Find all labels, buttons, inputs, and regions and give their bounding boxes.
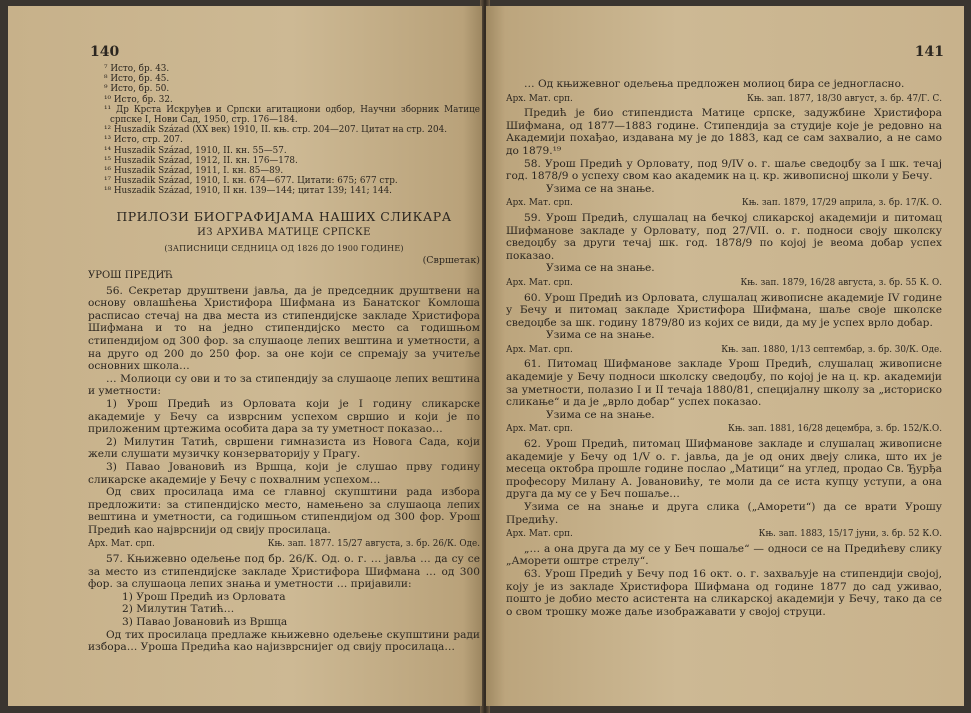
footnote: ¹⁷ Huszadik Század, 1910, I. кн. 674—677. Цитати: 675; 677 стр. — [104, 176, 398, 187]
footnote: ¹⁶ Huszadik Század, 1911, I. кн. 85—89. — [104, 166, 284, 177]
archive-reference: Арх. Мат. срп. Књ. зап. 1881, 16/28 децембра, з. бр. 152/К.О. — [506, 424, 942, 435]
paragraph-note: Предић је био стипендиста Матице српске, задужбине Христифора Шифмана, од 1877—1883 године. Стипендија за студије које је редовно на Академији похађао, издавана му је до 1883, кад се сам захвалио, а не само до 1879.¹⁹ — [506, 107, 942, 157]
decision-62: Узима се на знање и друга слика („Аморети“) да се врати Урошу Предићу. — [506, 501, 942, 526]
article-title: ПРИЛОЗИ БИОГРАФИЈАМА НАШИХ СЛИКАРА — [116, 208, 452, 224]
footnote: ¹³ Исто, стр. 207. — [104, 135, 183, 146]
footnote: ⁹ Исто, бр. 50. — [104, 84, 170, 95]
footnote: ¹⁸ Huszadik Század, 1910, II кн. 139—144; цитат 139; 141; 144. — [104, 186, 392, 197]
footnote: ¹⁵ Huszadik Század, 1912, II. кн. 176—178. — [104, 155, 298, 166]
list-item: 2) Милутин Татић… — [122, 603, 235, 616]
archive-reference: Арх. Мат. срп. Књ. зап. 1877. 15/27 августа, з. бр. 26/К. Оде. — [88, 539, 480, 550]
footnote: ¹¹ Др Крста Искруђев и Српски агитациони одбор, Научни зборник Матице српске I, Нови Сад, 1950, стр. 176—184. — [104, 104, 480, 126]
decision-59: Узима се на знање. — [546, 262, 655, 275]
right-column — [506, 78, 942, 618]
left-column — [88, 64, 480, 654]
continued-label: (Свршетак) — [422, 255, 480, 267]
paragraph-62: 62. Урош Предић, питомац Шифмановe закладе и слушалац живописне академије у Бечу од 1/V о. г. јавља, да је од оних двеју слика, што их је месеца октобра прошле године послао „Матици“ на углед, продао Св. Ђурђа професору Милану А. Јовановићу, те моли да се иста купцу уступи, а она друга да му се у Беч пошаље… — [506, 438, 942, 501]
list-item: 1) Урош Предић из Орловата — [122, 590, 286, 603]
paragraph-56c: Од свих просилаца има се главној скупштини рада избора предложити: за стипендијско место, намењено за слушаоца лепих вештина и уметности, са годишњом стипендијом од 300 фор. Урош Предић као најврснији од свију просилаца. — [88, 486, 480, 536]
archive-reference: Арх. Мат. срп. Књ. зап. 1877, 18/30 август, з. бр. 47/Г. С. — [506, 93, 942, 104]
section-heading: УРОШ ПРЕДИЋ — [88, 270, 174, 282]
paragraph-57: 57. Књижевно одељење под бр. 26/К. Од. о. г. … јавља … да су се за место из стипендијске закладе Христифора Шифмана … од 300 фор. за слушаоца лепих знања и уметности … пријавили: — [88, 553, 480, 591]
right-page — [486, 6, 964, 706]
list-item: 3) Павао Јовановић из Вршца — [122, 616, 288, 629]
footnote: ¹⁰ Исто, бр. 32. — [104, 94, 173, 105]
page-number-right: 141 — [914, 44, 944, 60]
left-page — [8, 6, 482, 706]
list-item: 1) Урош Предић из Орловата који је I годину сликарске академије у Бечу са изврсним успехом свршио и који је по приложеним цртежима особита дара за ту уметност показао… — [88, 397, 480, 436]
footnote: ¹² Huszadik Század (XX век) 1910, II. књ. стр. 204—207. Цитат на стр. 204. — [104, 125, 447, 136]
paragraph-59: 59. Урош Предић, слушалац на бечкој сликарској академији и питомац Шифмановe закладе у Орловату, под 27/VII. о. г. подноси своју школску сведоџбу за други течај шк. год. 1878/9 по којој је веома добар успех показао. — [506, 211, 942, 262]
archive-reference: Арх. Мат. срп. Књ. зап. 1880, 1/13 септембар, з. бр. 30/К. Оде. — [506, 344, 942, 355]
archive-reference: Арх. Мат. срп. Књ. зап. 1879, 16/28 августа, з. бр. 55 К. О. — [506, 277, 942, 288]
footnotes — [88, 64, 480, 197]
list-item: 2) Милутин Татић, свршени гимназиста из Новога Сада, који жели слушати музичку конзерваторију у Прагу. — [88, 435, 480, 461]
paragraph-56b: … Молиоци су ови и то за стипендију за слушаоце лепих вештина и уметности: — [88, 372, 480, 398]
decision-58: Узима се на знање. — [546, 182, 655, 195]
paragraph-58: 58. Урош Предић у Орловату, под 9/IV о. г. шаље сведоџбу за I шк. течај год. 1878/9 о успеху свом као академик на ц. кр. живописној школи у Бечу. — [506, 157, 942, 183]
article-subtitle-dates: (ЗАПИСНИЦИ СЕДНИЦА ОД 1826 ДО 1900 ГОДИНЕ) — [164, 243, 404, 253]
paragraph-61: 61. Питомац Шифмановe закладе Урош Предић, слушалац живописне академије у Бечу подноси школску сведоџбу, по којој је на ц. кр. академији за уметности, полазио I и II течаја 1880/81, специјалну школу за „историско сликање“ и да је „врло добар“ успех показао. — [506, 358, 942, 409]
paragraph-63: 63. Урош Предић у Бечу под 16 окт. о. г. захваљује на стипендији својој, коју је из закладе Христифора Шифмана од године 1877 до сад уживао, пошто је добио место асистента на сликарској академији у Бечу, тако да се о свом трошку може даље изображавати у својој струци. — [506, 567, 942, 618]
footnote: ⁷ Исто, бр. 43. — [104, 64, 170, 74]
paragraph-62b: „… а она друга да му се у Беч пошаље“ — односи се на Предићеву слику „Аморети оштре стрелу“. — [506, 542, 942, 568]
footnote: ⁸ Исто, бр. 45. — [104, 74, 170, 85]
decision-60: Узима се на знање. — [546, 329, 655, 342]
list-item: 3) Павао Јовановић из Вршца, који је слушао прву годину сликарске академије у Бечу с похвалним успехом… — [88, 460, 480, 486]
paragraph-56: 56. Секретар друштвени јавља, да је председник друштвени на основу овлашћења Христифора Шифмана из Банатског Комлоша расписао стечај на два места из стипендијске закладе Христифора Шифмана и то на једно стипендијско место са годишњом стипендијом од 300 фор. за слушаоце лепих вештина и уметности, а на друго од 200 до 250 фор. за оне који се спремају за учитеље основних школа… — [88, 284, 480, 373]
page-number-left: 140 — [90, 44, 120, 60]
archive-reference: Арх. Мат. срп. Књ. зап. 1883, 15/17 јуни, з. бр. 52 К.О. — [506, 529, 942, 540]
paragraph-57b: Од тих просилаца предлаже књижевно одељење скупштини ради избора… Уроша Предића као најизврснијег од свију просилаца… — [88, 628, 480, 654]
footnote: ¹⁴ Huszadik Század, 1910, II. кн. 55—57. — [104, 145, 287, 156]
paragraph-57-end: … Од књижевног одељења предложен молиоц бира се једногласно. — [524, 78, 905, 90]
paragraph-60: 60. Урош Предић из Орловата, слушалац живописне академије IV године у Бечу и питомац закладе Христифора Шифмана, шаље своје школске сведоџбе за шк. годину 1879/80 из којих се види, да му је успех врло добар. — [506, 291, 942, 329]
article-subtitle: ИЗ АРХИВА МАТИЦЕ СРПСКЕ — [197, 227, 371, 239]
archive-reference: Арх. Мат. срп. Књ. зап. 1879, 17/29 априла, з. бр. 17/К. О. — [506, 198, 942, 209]
decision-61: Узима се на знање. — [546, 408, 655, 421]
